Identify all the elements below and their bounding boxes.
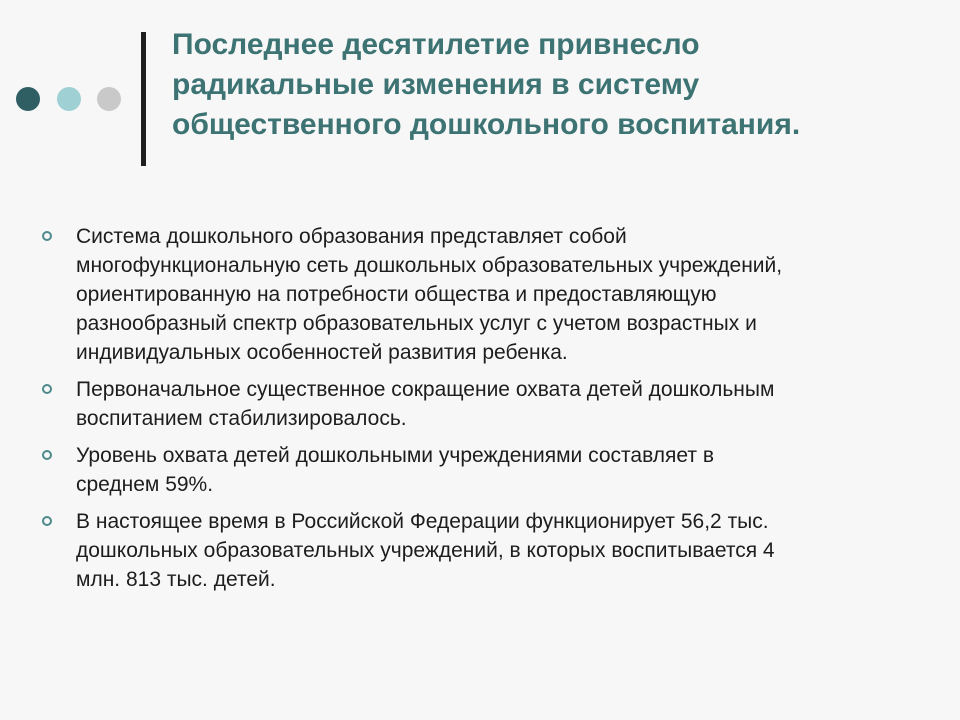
bullet-item [40, 375, 920, 433]
bullet-text: Первоначальное существенное сокращение охвата детей дошкольным воспитанием стабилизировалось. [76, 378, 775, 430]
bullet-list [40, 222, 920, 602]
bullet-text: Уровень охвата детей дошкольными учреждениями составляет в среднем 59%. [76, 444, 714, 496]
decor-dot-light [57, 87, 81, 111]
ring-bullet-icon [42, 450, 52, 460]
decor-dot-dark [16, 87, 40, 111]
ring-bullet-icon [42, 384, 52, 394]
slide-title: Последнее десятилетие привнесло радикальные изменения в систему общественного дошкольного воспитания. [172, 28, 801, 141]
bullet-item [40, 222, 920, 367]
ring-bullet-icon [42, 231, 52, 241]
bullet-text: В настоящее время в Российской Федерации функционирует 56,2 тыс. дошкольных образовательных учреждений, в которых воспитывается 4 млн. 813 тыс. детей. [76, 510, 775, 591]
bullet-text: Система дошкольного образования представляет собой многофункциональную сеть дошкольных образовательных учреждений, ориентированную на потребности общества и предоставляющую разнообразный спектр образовательных услуг с учетом возрастных и индивидуальных особенностей развития ребенка. [76, 225, 783, 364]
bullet-item [40, 507, 920, 594]
decor-dot-gray [97, 87, 121, 111]
title-divider [141, 32, 146, 166]
ring-bullet-icon [42, 516, 52, 526]
bullet-item [40, 441, 920, 499]
